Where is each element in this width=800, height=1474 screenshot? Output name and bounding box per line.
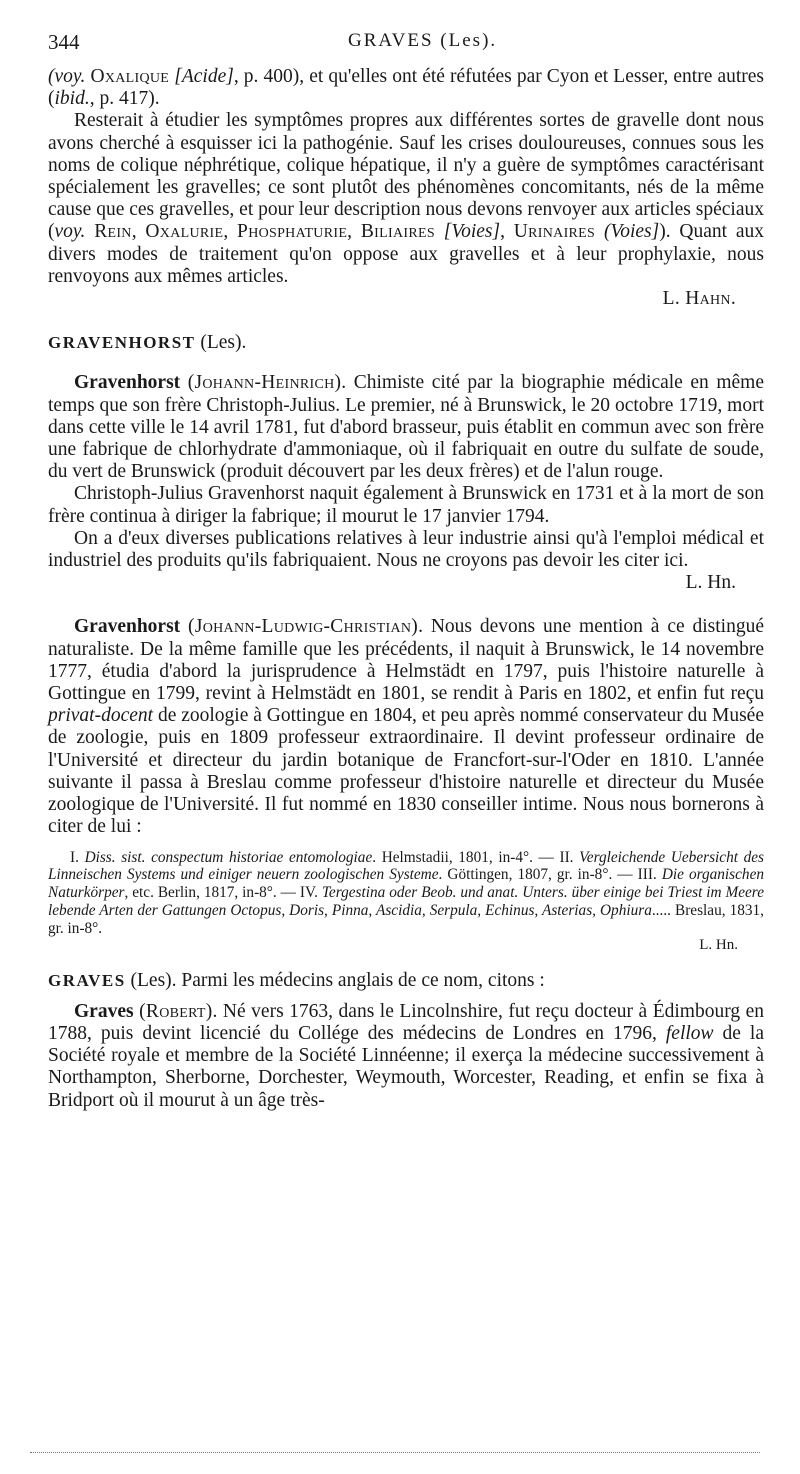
spacer [48, 954, 764, 970]
entry-gravenhorst-ludwig [48, 616, 764, 838]
biblio-4-title: Tergestina oder Beob. und anat. Unters. über einige bei Triest im Meere lebende Arten der Gattungen Octopus, Doris, Pinna, Ascidia, Serpula, Echinus, Asterias, Ophiura [48, 884, 764, 919]
biblio-2-title: Vergleichende Uebersicht des Linneischen Systems und einiger neuern zoologischen Systeme [48, 848, 764, 884]
section-title-gravenhorst [48, 332, 764, 354]
entry2-privat-docent: privat-docent [48, 705, 154, 727]
biblio-4: , etc. Berlin, 1817, in-8°. — IV. [124, 884, 322, 902]
running-header [48, 28, 760, 58]
entry3-given: (Robert) [139, 1000, 213, 1022]
entry2-given: (Johann-Ludwig-Christian) [188, 616, 419, 638]
intro-p2-text-1: Resterait à étudier les symptômes propres aux différentes sortes de gravelle dont nous avons cherché à esquisser ici la pathogénie. Sauf les crises douloureuses, connues sous les noms de colique néphrétique, colique hépatique, il n'y a guère de symptômes caractérisant spécialement les gravelles; ce sont plutôt des phénomènes concomitants, nés de la même cause que ces gravelles, et pour leur description nous devons renvoyer aux articles spéciaux ( [48, 110, 764, 243]
ref-voies-1: [Voies] [443, 221, 501, 243]
entry3-text-2: de la Société royale et membre de la Société Linnéenne; il exerça la médecine successivement à Northampton, Sherborne, Dorchester, Weymouth, Worcester, Reading, et enfin se fixa à Bridport où il mourut à un âge très- [48, 1022, 764, 1111]
biblio-1: I. [70, 848, 85, 866]
entry2-name: Gravenhorst [74, 616, 181, 638]
section-graves-head: GRAVES [48, 971, 126, 991]
page-number: 344 [48, 30, 80, 54]
ref-oxalurie: Oxalurie [145, 221, 224, 243]
entry1-paragraph-3: On a d'eux diverses publications relatives à leur industrie ainsi qu'à l'emploi médical et industriel des produits qu'ils fabriquaient. Nous ne croyons pas devoir les citer ici. [48, 527, 764, 572]
section-title-graves [48, 970, 764, 992]
intro-p2-text-2: ). Quant aux divers modes de traitement qu'on oppose aux gravelles et à leur prophylaxie, nous renvoyons aux mêmes articles. [48, 221, 765, 287]
intro-paragraph-2: Resterait à étudier les symptômes propres aux différentes sortes de gravelle dont nous avons cherché à esquisser ici la pathogénie. Sauf les crises douloureuses, connues sous les noms de colique néphrétique, colique hépatique, il n'y a guère de symptômes caractérisant spécialement les gravelles; ce sont plutôt des phénomènes concomitants, nés de la même cause que ces gravelles, et pour leur description nous devons renvoyer aux articles spéciaux (voy. Rein, Oxalurie, Phosphaturie, Biliaires [Voies], Urinaires (Voies]). Quant aux divers modes de traitement qu'on oppose aux gravelles et à leur prophylaxie, nous renvoyons aux mêmes articles. [48, 110, 765, 287]
ref-ibid: ibid. [54, 88, 90, 110]
signature-hn-2: L. Hn. [699, 937, 738, 954]
entry3-name: Graves [74, 1000, 134, 1022]
ref-acide: [Acide] [174, 66, 234, 87]
entry-graves-robert [48, 1001, 764, 1112]
entry3-text: . Né vers 1763, dans le Lincolnshire, fut reçu docteur à Édimbourg en 1788, puis devint licencié du Collége des médecins de Londres en 1796, [48, 1000, 765, 1044]
ref-voy: voy. [54, 221, 86, 243]
ref-oxalique: Oxalique [90, 66, 170, 87]
entry1-given: (Johann-Heinrich) [187, 372, 342, 394]
intro-text-2: , p. 400), et qu'elles ont été réfutées par Cyon et Lesser, entre autres ( [48, 66, 765, 110]
biblio-3-title: Die organischen Naturkörper [48, 866, 765, 902]
entry3-fellow: fellow [665, 1022, 714, 1044]
entry1-text-1: . Chimiste cité par la biographie médicale en même temps que son frère Christoph-Julius. Le premier, né à Brunswick, le 20 octobre 1719, mort dans cette ville le 14 avril 1781, fut d'abord brasseur, puis établit en commun avec son frère une fabrique de chlorhydrate d'ammoniaque, où il fabriquait en outre du sulfate de soude, du vert de Brunswick (produit découvert par les deux frères) et de l'alun rouge. [48, 372, 764, 483]
biblio-2: . Helmstadii, 1801, in-4°. — II. [372, 848, 580, 866]
section-graves-rest: (Les). Parmi les médecins anglais de ce nom, citons : [125, 970, 545, 992]
biblio-3: . Göttingen, 1807, gr. in-8°. — III. [438, 866, 662, 884]
section-gravenhorst-rest: (Les). [195, 332, 247, 354]
biblio-1-title: Diss. sist. conspectum historiae entomologiae [84, 848, 373, 866]
ref-urinaires: Urinaires [513, 221, 596, 243]
signature-hn-1: L. Hn. [685, 572, 736, 594]
entry2-text-1: . Nous devons une mention à ce distingué naturaliste. De la même famille que les précédents, il naquit à Brunswick, le 14 novembre 1777, étudia d'abord la jurisprudence à Helmstädt en 1797, puis l'histoire naturelle à Gottingue en 1799, revint à Helmstädt en 1801, se rendit à Paris en 1802, et enfin fut reçu [48, 616, 764, 705]
entry1-paragraph-2: Christoph-Julius Gravenhorst naquit également à Brunswick en 1731 et à la mort de son frère continua à diriger la fabrique; il mourut le 17 janvier 1794. [48, 483, 764, 527]
entry2-text-2: de zoologie à Gottingue en 1804, et peu après nommé conservateur du Musée de zoologie, puis en 1809 professeur extraordinaire. Il devint professeur ordinaire de l'Université et directeur du jardin botanique de Francfort-sur-l'Oder en 1810. L'année suivante il passa à Breslau comme professeur d'histoire naturelle et directeur du Musée zoologique de l'Université. Il fut nommé en 1830 conseiller intime. Nous nous bornerons à citer de lui : [48, 705, 764, 838]
page-body [48, 66, 764, 1112]
ref-rein: Rein [94, 221, 132, 243]
entry1-name: Gravenhorst [74, 372, 181, 394]
signature-hahn: L. Hahn. [662, 288, 736, 310]
ref-phosphaturie: Phosphaturie [237, 221, 348, 243]
ref-voies-2: (Voies] [603, 221, 660, 243]
intro-voy: (voy. [48, 66, 91, 87]
bottom-rule [30, 1452, 760, 1453]
intro-text-3: , p. 417). [89, 88, 160, 110]
running-title: GRAVES (Les). [348, 30, 498, 51]
bibliography [48, 849, 764, 938]
intro-continuation [48, 66, 764, 110]
ref-biliaires: Biliaires [360, 221, 435, 243]
entry-gravenhorst-heinrich [48, 372, 764, 483]
section-gravenhorst-head: GRAVENHORST [48, 333, 196, 353]
biblio-5: ..... Breslau, 1831, gr. in-8°. [48, 901, 764, 937]
spacer [48, 594, 764, 616]
